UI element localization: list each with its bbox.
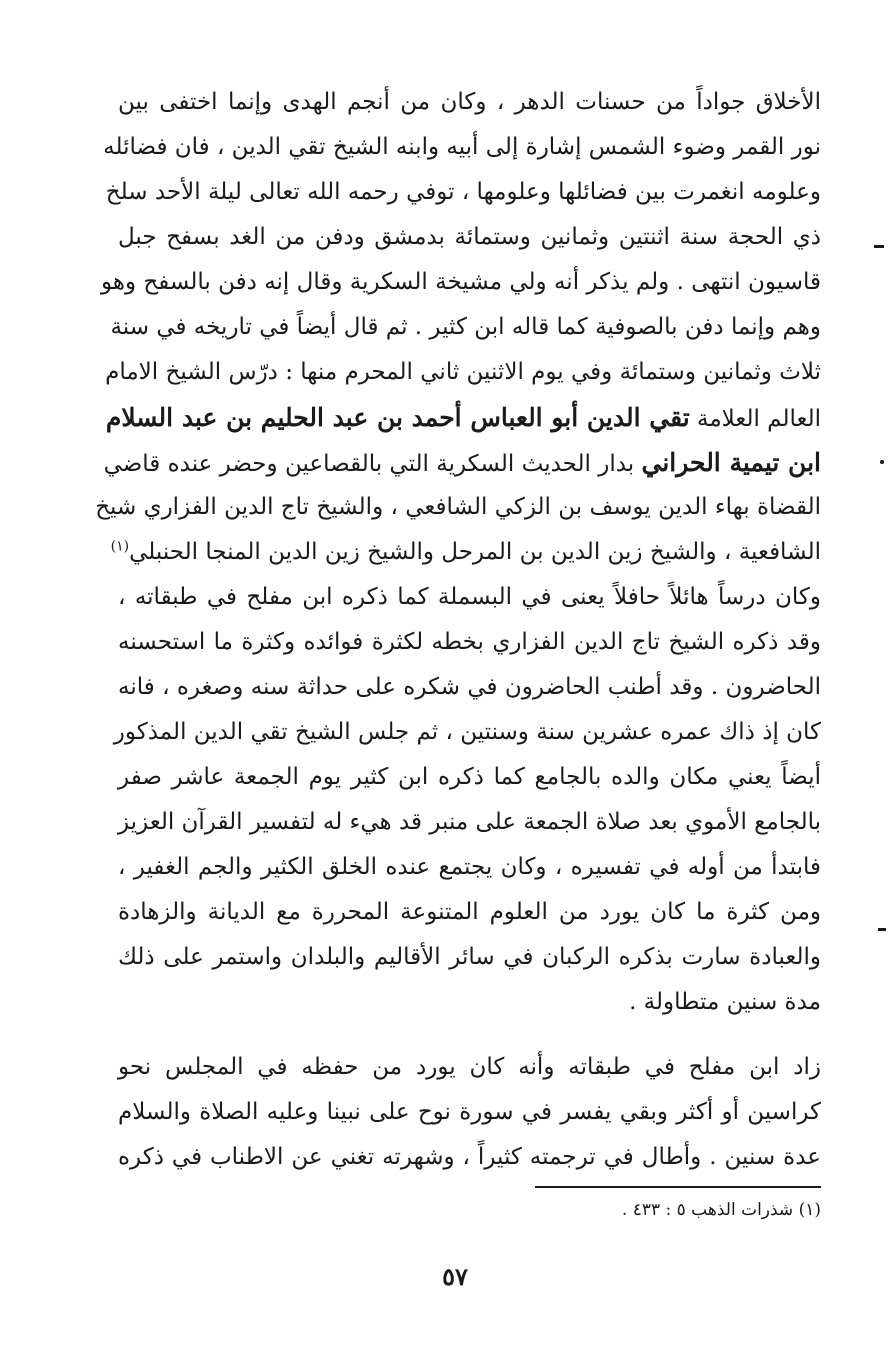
second-paragraph <box>118 1045 821 1180</box>
text-line: قاسيون انتهى . ولم يذكر أنه ولي مشيخة السكرية وقال إنه دفن بالسفح وهو <box>100 269 821 295</box>
text-line: عدة سنين . وأطال في ترجمته كثيراً ، وشهرته تغني عن الاطناب في ذكره <box>118 1144 821 1170</box>
text-line: كان إذ ذاك عمره عشرين سنة وسنتين ، ثم جلس الشيخ تقي الدين المذكور <box>113 719 821 745</box>
text-line-with-name <box>105 395 821 440</box>
text-line: كراسين أو أكثر وبقي يفسر في سورة نوح على نبينا وعليه الصلاة والسلام <box>118 1099 821 1125</box>
main-paragraph <box>95 80 821 1025</box>
text-line: نور القمر وضوء الشمس إشارة إلى أبيه وابنه الشيخ تقي الدين ، فان فضائله <box>103 134 821 160</box>
text-line: والعبادة سارت بذكره الركبان في سائر الأقاليم والبلدان واستمر على ذلك <box>118 944 821 970</box>
text-line: زاد ابن مفلح في طبقاته وأنه كان يورد من حفظه في المجلس نحو <box>118 1054 821 1080</box>
scholar-name-end: ابن تيمية الحراني <box>641 448 821 477</box>
footnote-marker: (١) <box>110 538 130 555</box>
text-line: أيضاً يعني مكان والده بالجامع كما ذكره ابن كثير يوم الجمعة عاشر صفر <box>118 764 821 790</box>
footnote-divider <box>535 1186 821 1188</box>
text-line: فابتدأ من أوله في تفسيره ، وكان يجتمع عنده الخلق الكثير والجم الغفير ، <box>118 854 821 880</box>
text-line-with-name <box>103 440 821 485</box>
page-number: ٥٧ <box>442 1262 468 1291</box>
footnote: (١) شذرات الذهب ٥ : ٤٣٣ . <box>621 1200 821 1220</box>
text-line: وهم وإنما دفن بالصوفية كما قاله ابن كثير . ثم قال أيضاً في تاريخه في سنة <box>110 314 821 340</box>
text-line-with-footnote <box>110 530 821 575</box>
text-line: بالجامع الأموي بعد صلاة الجمعة على منبر قد هيء له لتفسير القرآن العزيز <box>117 809 821 835</box>
text-line: مدة سنين متطاولة . <box>629 989 821 1015</box>
text-line: وكان درساً هائلاً حافلاً يعنى في البسملة كما ذكره ابن مفلح في طبقاته ، <box>118 584 821 610</box>
line-text: الشافعية ، والشيخ زين الدين بن المرحل والشيخ زين الدين المنجا الحنبلي <box>129 539 821 565</box>
text-line: ثلاث وثمانين وستمائة وفي يوم الاثنين ثاني المحرم منها : درّس الشيخ الامام <box>105 359 821 385</box>
text-line: الأخلاق جواداً من حسنات الدهر ، وكان من أنجم الهدى وإنما اختفى بين <box>118 89 821 115</box>
text-line: الحاضرون . وقد أطنب الحاضرون في شكره على حداثة سنه وصغره ، فانه <box>118 674 821 700</box>
text-line: القضاة بهاء الدين يوسف بن الزكي الشافعي ، والشيخ تاج الدين الفزاري شيخ <box>95 494 821 520</box>
margin-mark <box>874 245 884 248</box>
margin-mark <box>880 460 884 464</box>
text-line: ومن كثرة ما كان يورد من العلوم المتنوعة المحررة مع الديانة والزهادة <box>118 899 821 925</box>
line-prefix: العالم العلامة <box>697 406 821 432</box>
text-line: ذي الحجة سنة اثنتين وثمانين وستمائة بدمشق ودفن من الغد بسفح جبل <box>118 224 821 250</box>
text-line: وعلومه انغمرت بين فضائلها وعلومها ، توفي رحمه الله تعالى ليلة الأحد سلخ <box>105 179 821 205</box>
line-rest: بدار الحديث السكرية التي بالقصاعين وحضر عنده قاضي <box>103 451 635 477</box>
margin-mark <box>878 928 886 931</box>
text-line: وقد ذكره الشيخ تاج الدين الفزاري بخطه لكثرة فوائده وكثرة ما استحسنه <box>118 629 821 655</box>
scholar-name: تقي الدين أبو العباس أحمد بن عبد الحليم بن عبد السلام <box>105 403 690 432</box>
